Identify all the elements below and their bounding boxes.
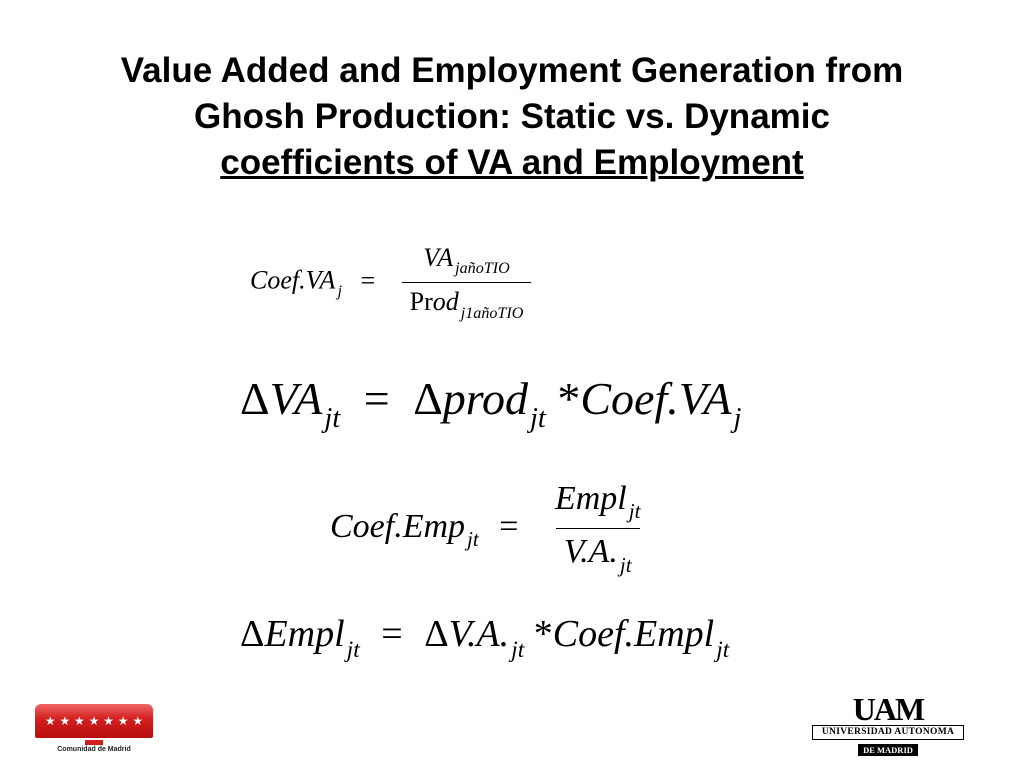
title-line-3: coefficients of VA and Employment — [220, 143, 804, 182]
eq3-lhs-sub: jt — [467, 527, 479, 552]
eq1-denominator — [402, 282, 532, 322]
slide-title — [0, 48, 1024, 186]
eq4-term-2-sub: jt — [511, 636, 525, 663]
eq1-lhs-sub: j — [337, 282, 342, 300]
equation-coef-va — [250, 243, 531, 323]
eq2-term-3-sub: j — [733, 402, 742, 434]
eq3-lhs: Coef.Emp — [330, 507, 466, 545]
eq3-den-sub: jt — [619, 552, 632, 577]
madrid-badge — [85, 740, 103, 745]
eq3-num-sub: jt — [628, 499, 641, 524]
madrid-caption: Comunidad de Madrid — [57, 746, 131, 753]
eq4-delta-2: Δ — [424, 613, 449, 655]
eq4-term-2: V.A. — [448, 613, 510, 655]
eq2-equals: = — [363, 373, 390, 424]
uam-logo — [812, 691, 964, 755]
madrid-stars: ★ ★ ★ ★ ★ ★ ★ — [44, 714, 144, 728]
eq3-fraction — [547, 480, 649, 578]
eq1-den-main: od — [432, 287, 459, 317]
eq2-times: * — [557, 373, 581, 424]
equation-delta-va — [240, 372, 741, 435]
eq1-equals: = — [360, 265, 376, 295]
eq2-term-2: prod — [442, 373, 528, 424]
eq3-den-text: V.A. — [563, 533, 618, 571]
eq1-num-text: VA — [423, 243, 454, 272]
eq4-delta-1: Δ — [240, 613, 265, 655]
eq1-fraction — [402, 243, 532, 323]
uam-name-line-1: UNIVERSIDAD AUTONOMA — [812, 725, 964, 740]
eq4-term-1-sub: jt — [346, 636, 360, 663]
madrid-flag-icon — [35, 704, 153, 738]
title-line-1: Value Added and Employment Generation from — [120, 51, 904, 90]
eq1-num-sub: jañoTIO — [455, 260, 510, 278]
eq3-numerator — [547, 480, 649, 528]
eq2-term-3: Coef.VA — [580, 373, 732, 424]
eq3-equals: = — [499, 507, 519, 545]
title-line-2: Ghosh Production: Static vs. Dynamic — [194, 97, 830, 136]
equation-coef-emp — [330, 480, 648, 578]
eq2-term-1-sub: jt — [324, 402, 341, 434]
eq2-delta-2: Δ — [413, 373, 443, 424]
eq4-equals: = — [381, 613, 403, 655]
eq1-numerator — [415, 243, 517, 282]
uam-mark: UAM — [852, 691, 924, 727]
equation-delta-empl — [240, 612, 729, 664]
eq1-lhs: Coef.VA — [250, 265, 336, 295]
eq1-den-sub: j1añoTIO — [460, 304, 524, 322]
uam-name-line-2: DE MADRID — [858, 744, 918, 756]
eq1-den-pre: Pr — [409, 287, 433, 317]
eq2-term-2-sub: jt — [530, 402, 546, 434]
eq2-term-1: VA — [269, 373, 323, 424]
eq4-term-3-sub: jt — [716, 636, 730, 663]
eq3-denominator — [556, 528, 640, 577]
eq3-num-text: Empl — [554, 480, 627, 517]
eq2-delta-1: Δ — [240, 373, 270, 424]
comunidad-de-madrid-logo — [35, 704, 153, 756]
eq4-times: * — [533, 613, 553, 655]
eq4-term-1: Empl — [264, 613, 345, 655]
eq4-term-3: Coef.Empl — [552, 613, 715, 655]
